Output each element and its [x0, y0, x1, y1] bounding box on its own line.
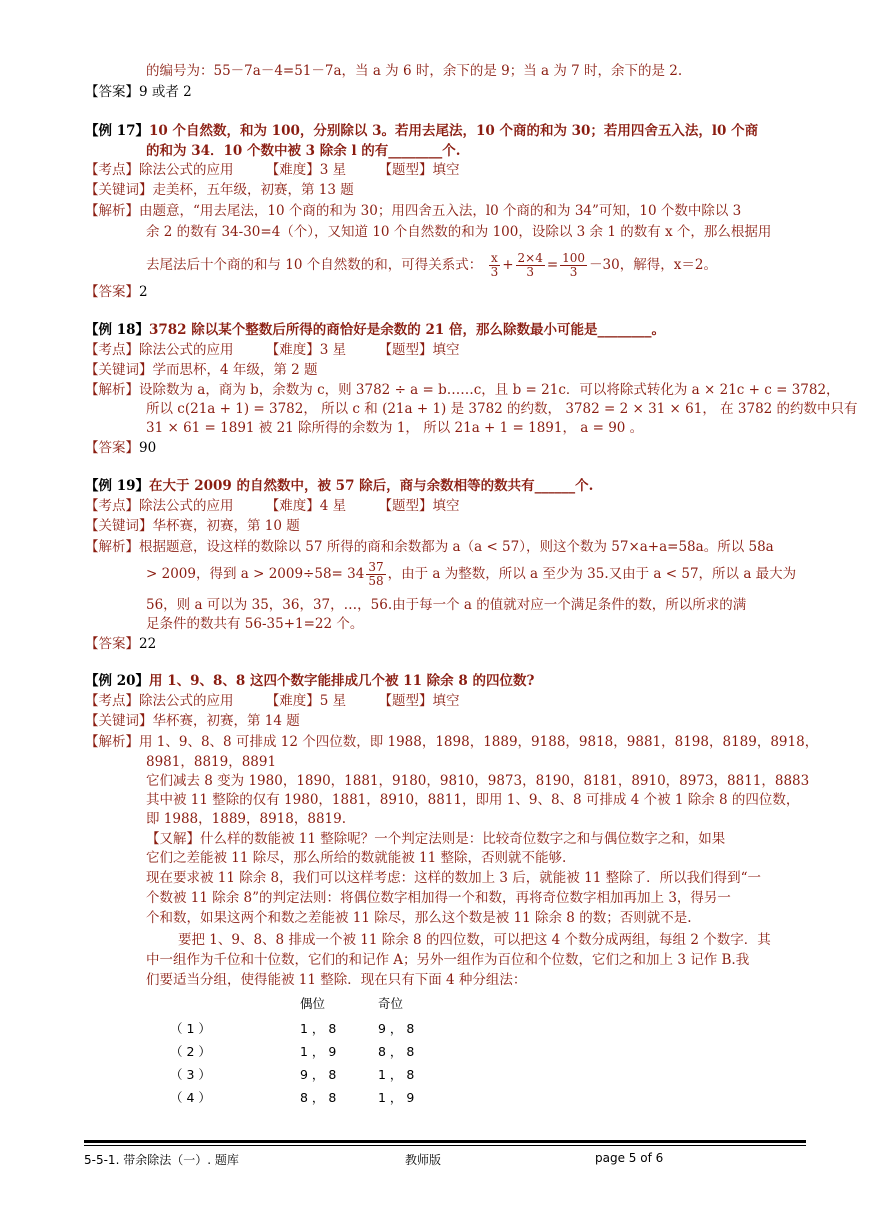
solution-text: －30，解得，x＝2。 — [589, 257, 717, 273]
difficulty-tag: 【难度】 — [265, 693, 320, 709]
example-20-line-4: 其中被 11 整除的仅有 1980，1881，8910，8811，即用 1、9、8、8 可排成 4 个被 1 除余 8 的四位数， — [146, 792, 800, 808]
row-odd: 1 ， 8 — [378, 1067, 415, 1082]
example-17-solution-3: 去尾法后十个商的和与 10 个自然数的和，可得关系式： $\frac{x}{3}$ + $\frac{2\times 4}{3}$ = $\frac{100}{3}$ －30，解得，x＝2。 — [146, 251, 717, 279]
type-tag: 【题型】 — [378, 498, 433, 514]
solution-tag: 【解析】 — [85, 539, 139, 555]
answer-tag: 【答案】 — [85, 636, 139, 652]
kaodian-value: 除法公式的应用 — [139, 342, 234, 358]
prev-solution-continuation: 的编号为：55－7a－4=51－7a，当 a 为 6 时，余下的是 9；当 a 为 7 时，余下的是 2. — [146, 63, 683, 79]
solution-tag: 【解析】 — [85, 734, 139, 750]
example-18-solution-3: 31 × 61 = 1891 被 21 除所得的余数为 1， 所以 21a + 1 = 1891， a = 90 。 — [146, 420, 644, 436]
example-18-meta — [85, 340, 459, 360]
answer-tag: 【答案】 — [85, 284, 139, 300]
difficulty-tag: 【难度】 — [265, 162, 320, 178]
keywords-value: 华杯赛，初赛，第 10 题 — [152, 518, 300, 534]
fraction-x-over-3: $\frac{x}{3}$ — [490, 251, 499, 279]
example-19-meta — [85, 496, 459, 516]
row-even: 1 ， 9 — [300, 1044, 337, 1059]
example-20-line-13: 们要适当分组，使得能被 11 整除．现在只有下面 4 种分组法： — [146, 972, 527, 988]
answer-tag: 【答案】 — [85, 440, 139, 456]
answer-value: 22 — [139, 636, 157, 652]
example-17-solution-1 — [85, 201, 741, 221]
row-index: （ 4 ） — [170, 1090, 211, 1105]
example-tag: 【例 19】 — [85, 478, 149, 494]
keywords-value: 学而思杯，4 年级，第 2 题 — [152, 362, 318, 378]
example-17-keywords — [85, 180, 354, 200]
fraction-100-over-3: $\frac{100}{3}$ — [562, 251, 586, 279]
solution-text: 根据题意，设这样的数除以 57 所得的商和余数都为 a（a < 57），则这个数为 57×a+a=58a。所以 58a — [139, 539, 774, 555]
kaodian-tag: 【考点】 — [85, 693, 139, 709]
question-text: 在大于 2009 的自然数中，被 57 除后，商与余数相等的数共有______个. — [149, 478, 594, 494]
example-19-answer — [85, 634, 156, 654]
example-18-keywords — [85, 360, 318, 380]
footer-rule-thin — [84, 1145, 806, 1146]
example-17-question-cont: 的和为 34．10 个数中被 3 除余 l 的有________个. — [146, 143, 461, 159]
type-value: 填空 — [432, 162, 460, 178]
example-20-solution-1 — [85, 732, 818, 752]
question-text: 10 个自然数，和为 100，分别除以 3。若用去尾法，10 个商的和为 30；若用四舍五入法，l0 个商 — [149, 123, 759, 139]
answer-tag: 【答案】 — [85, 84, 139, 100]
keywords-tag: 【关键词】 — [85, 182, 153, 198]
solution-text: 由题意，“用去尾法，10 个商的和为 30；用四舍五入法，l0 个商的和为 34”可知，10 个数中除以 3 — [139, 203, 742, 219]
row-odd: 8 ， 8 — [378, 1044, 415, 1059]
type-tag: 【题型】 — [378, 162, 433, 178]
example-19-question — [85, 476, 593, 496]
type-tag: 【题型】 — [378, 342, 433, 358]
keywords-value: 走美杯，五年级，初赛，第 13 题 — [152, 182, 354, 198]
example-20-line-5: 即 1988，1889，8918，8819. — [146, 811, 347, 827]
keywords-value: 华杯赛，初赛，第 14 题 — [152, 713, 300, 729]
kaodian-tag: 【考点】 — [85, 498, 139, 514]
example-18-solution-2: 所以 c(21a + 1) = 3782， 所以 c 和 (21a + 1) 是 3782 的约数， 3782 = 2 × 31 × 61， 在 3782 的约数中只有 — [146, 401, 858, 417]
keywords-tag: 【关键词】 — [85, 518, 153, 534]
example-20-line-3: 它们减去 8 变为 1980，1890，1881，9180，9810，9873，8190，8181，8910，8973，8811，8883 — [146, 773, 810, 789]
example-17-answer — [85, 282, 148, 302]
example-17-meta — [85, 160, 459, 180]
example-20-meta — [85, 691, 459, 711]
row-index: （ 2 ） — [170, 1044, 211, 1059]
kaodian-value: 除法公式的应用 — [139, 498, 234, 514]
row-even: 1 ， 8 — [300, 1021, 337, 1036]
row-odd: 9 ， 8 — [378, 1021, 415, 1036]
row-even: 9 ， 8 — [300, 1067, 337, 1082]
solution-text: 去尾法后十个商的和与 10 个自然数的和，可得关系式： — [146, 257, 483, 273]
prev-answer — [85, 82, 192, 102]
question-text: 用 1、9、8、8 这四个数字能排成几个被 11 除余 8 的四位数? — [149, 673, 535, 689]
row-index: （ 3 ） — [170, 1067, 211, 1082]
solution-tag: 【解析】 — [85, 382, 139, 398]
row-odd: 1 ， 9 — [378, 1090, 415, 1105]
example-20-line-12: 中一组作为千位和十位数，它们的和记作 A；另外一组作为百位和个位数，它们之和加上 3 记作 B.我 — [146, 952, 750, 968]
example-20-line-7: 它们之差能被 11 除尽，那么所给的数就能被 11 整除，否则就不能够. — [146, 850, 567, 866]
example-17-solution-2: 余 2 的数有 34-30=4（个），又知道 10 个自然数的和为 100，设除以 3 余 1 的数有 x 个，那么根据用 — [146, 224, 772, 240]
kaodian-tag: 【考点】 — [85, 162, 139, 178]
row-even: 8 ， 8 — [300, 1090, 337, 1105]
type-tag: 【题型】 — [378, 693, 433, 709]
example-20-line-11: 要把 1、9、8、8 排成一个被 11 除余 8 的四位数，可以把这 4 个数分成两组，每组 2 个数字．其 — [178, 932, 771, 948]
type-value: 填空 — [432, 693, 460, 709]
solution-text: ，由于 a 为整数，所以 a 至少为 35.又由于 a < 57，所以 a 最大为 — [387, 566, 797, 582]
footer-left: 5-5-1. 带余除法（一）. 题库 — [84, 1153, 239, 1167]
row-index: （ 1 ） — [170, 1021, 211, 1036]
keywords-tag: 【关键词】 — [85, 713, 153, 729]
answer-value: 90 — [139, 440, 157, 456]
difficulty-value: 3 星 — [319, 162, 347, 178]
example-18-question — [85, 320, 665, 340]
question-text: 3782 除以某个整数后所得的商恰好是余数的 21 倍，那么除数最小可能是________。 — [149, 322, 665, 338]
example-tag: 【例 17】 — [85, 123, 149, 139]
difficulty-tag: 【难度】 — [265, 498, 320, 514]
keywords-tag: 【关键词】 — [85, 362, 153, 378]
example-19-solution-4: 足条件的数共有 56-35+1=22 个。 — [146, 616, 364, 632]
example-20-line-6: 【又解】什么样的数能被 11 整除呢？一个判定法则是：比较奇位数字之和与偶位数字之和，如果 — [146, 831, 726, 847]
solution-text: 用 1、9、8、8 可排成 12 个四位数，即 1988，1898，1889，9188，9818，9881，8198，8189，8918， — [139, 734, 819, 750]
kaodian-tag: 【考点】 — [85, 342, 139, 358]
example-20-line-2: 8981，8819，8891 — [146, 754, 277, 770]
solution-tag: 【解析】 — [85, 203, 139, 219]
footer-page-number: page 5 of 6 — [595, 1151, 664, 1165]
example-19-solution-3: 56，则 a 可以为 35，36，37，…，56.由于每一个 a 的值就对应一个满足条件的数，所以所求的满 — [146, 597, 747, 613]
example-19-solution-1 — [85, 537, 774, 557]
mixed-fraction-37-58: $\frac{37}{58}$ — [368, 560, 384, 588]
example-17-question — [85, 121, 758, 141]
example-20-line-10: 个和数，如果这两个和数之差能被 11 除尽，那么这个数是被 11 除余 8 的数；否则就不是. — [146, 910, 692, 926]
difficulty-value: 5 星 — [319, 693, 347, 709]
difficulty-value: 4 星 — [319, 498, 347, 514]
solution-text: > 2009，得到 a > 2009÷58= 34 — [146, 566, 365, 582]
example-19-solution-2 — [146, 558, 796, 590]
example-20-keywords — [85, 711, 300, 731]
fraction-2x4-over-3: $\frac{2\times 4}{3}$ — [517, 251, 543, 279]
example-18-answer — [85, 438, 156, 458]
kaodian-value: 除法公式的应用 — [139, 693, 234, 709]
example-20-line-9: 个数被 11 除余 8”的判定法则：将偶位数字相加得一个和数，再将奇位数字相加再加上 3，得另一 — [146, 890, 731, 906]
example-20-question — [85, 671, 534, 691]
solution-text: 设除数为 a，商为 b，余数为 c，则 3782 ÷ a = b……c，且 b = 21c．可以将除式转化为 a × 21c + c = 3782， — [139, 382, 840, 398]
footer-center: 教师版 — [405, 1153, 442, 1167]
difficulty-value: 3 星 — [319, 342, 347, 358]
example-18-solution-1 — [85, 380, 840, 400]
difficulty-tag: 【难度】 — [265, 342, 320, 358]
footer-rule-thick — [84, 1140, 806, 1143]
answer-value: 9 或者 2 — [139, 84, 192, 100]
example-19-keywords — [85, 516, 300, 536]
header-even: 偶位 — [300, 996, 326, 1011]
answer-value: 2 — [139, 284, 148, 300]
header-odd: 奇位 — [378, 996, 404, 1011]
kaodian-value: 除法公式的应用 — [139, 162, 234, 178]
type-value: 填空 — [432, 498, 460, 514]
type-value: 填空 — [432, 342, 460, 358]
example-tag: 【例 18】 — [85, 322, 149, 338]
example-20-line-8: 现在要求被 11 除余 8，我们可以这样考虑：这样的数加上 3 后，就能被 11 整除了．所以我们得到“一 — [146, 870, 761, 886]
example-tag: 【例 20】 — [85, 673, 149, 689]
